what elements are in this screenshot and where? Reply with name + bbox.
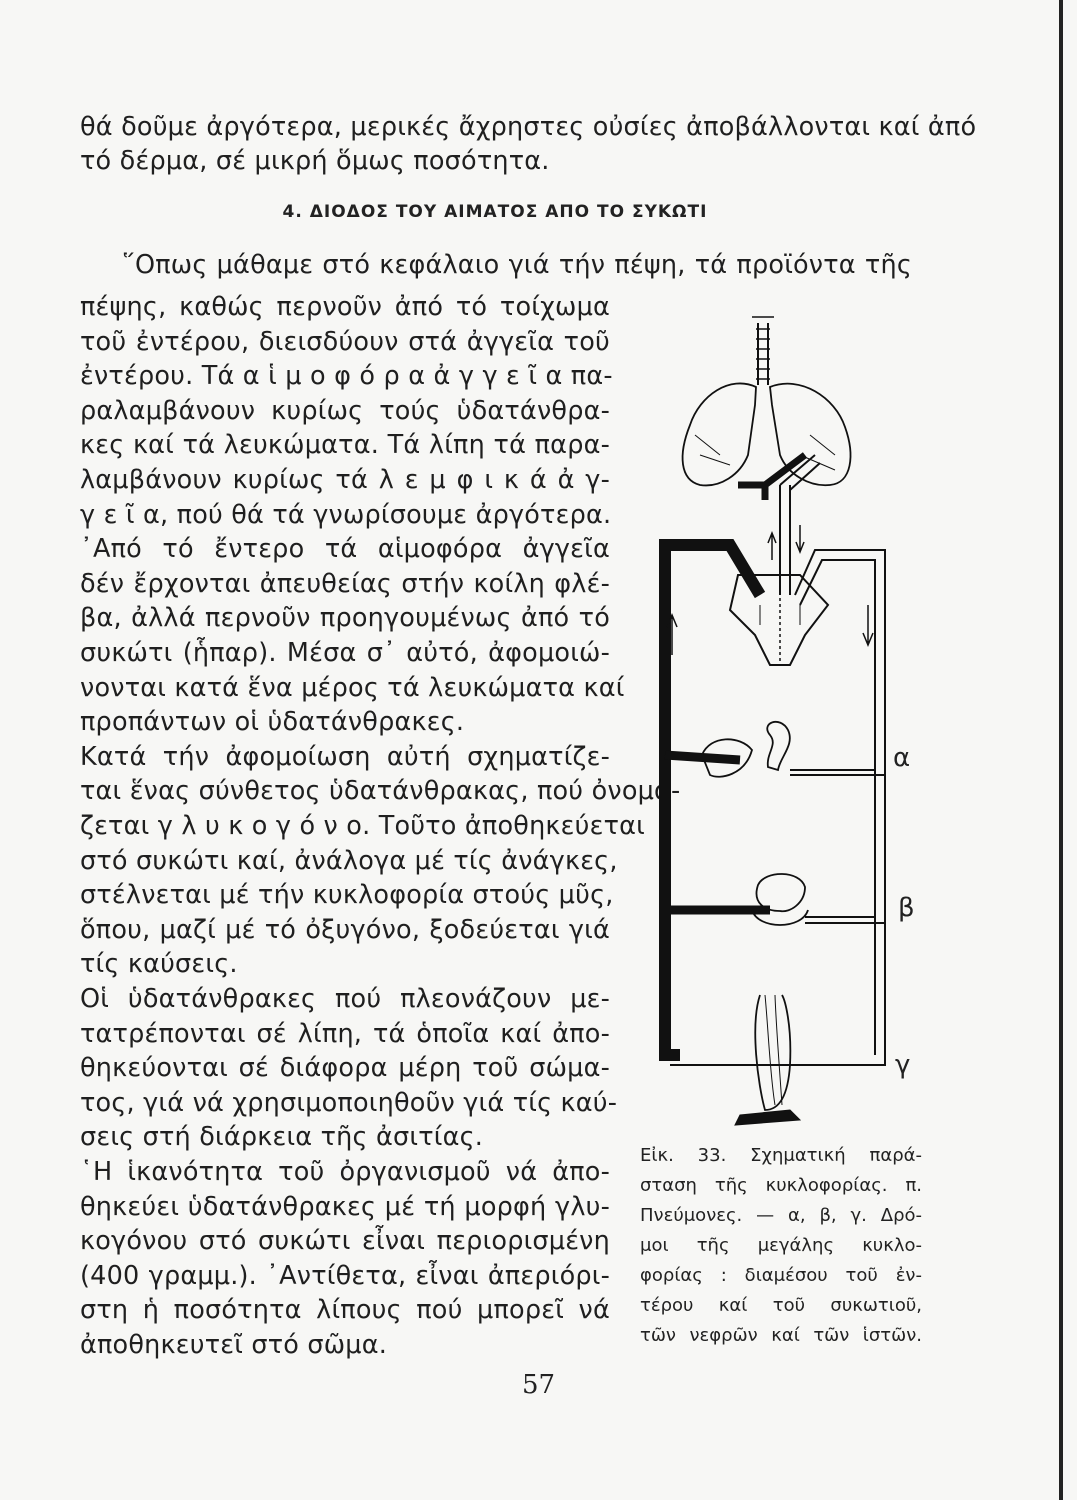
caption-line-5: φορίας : διαμέσου τοῦ ἐν- xyxy=(640,1265,922,1286)
body-line: ραλαμβάνουν κυρίως τούς ὑδατάνθρα- xyxy=(80,395,610,426)
body-line: Κατά τήν ἀφομοίωση αὐτή σχηματίζε- xyxy=(80,741,610,772)
intro-line-2: τό δέρμα, σέ μικρή ὅμως ποσότητα. xyxy=(80,146,550,176)
section-heading: 4. ΔΙΟΔΟΣ ΤΟΥ ΑΙΜΑΤΟΣ ΑΠΟ ΤΟ ΣΥΚΩΤΙ xyxy=(282,202,708,222)
page-edge-line xyxy=(1059,0,1063,1500)
body-line: τος, γιά νά χρησιμοποιηθοῦν γιά τίς καύ- xyxy=(80,1087,618,1118)
left-blood-path xyxy=(665,545,760,1055)
body-line: γ ε ῖ α, πού θά τά γνωρίσουμε ἀργότερα. xyxy=(80,499,612,530)
body-line: προπάντων οἱ ὑδατάνθρακες. xyxy=(80,707,465,738)
caption-line-3: Πνεύμονες. — α, β, γ. Δρό- xyxy=(640,1205,922,1226)
body-line: νονται κατά ἕνα μέρος τά λευκώματα καί xyxy=(80,672,625,703)
body-line: ται ἕνας σύνθετος ὑδατάνθρακας, πού ὀνομά- xyxy=(80,776,681,807)
label-beta: β xyxy=(898,893,915,923)
trachea xyxy=(758,323,768,385)
body-line: σεις στή διάρκεια τῆς ἀσιτίας. xyxy=(80,1122,484,1153)
caption-line-1: Εἰκ. 33. Σχηματική παρά- xyxy=(640,1145,922,1166)
body-line: στέλνεται μέ τήν κυκλοφορία στούς μῦς, xyxy=(80,880,614,911)
intro-line-1: θά δοῦμε ἀργότερα, μερικές ἄχρηστες οὐσίες ἀποβάλλονται καί ἀπό xyxy=(80,112,977,142)
body-line: στη ἡ ποσότητα λίπους πού μπορεῖ νά xyxy=(80,1295,610,1326)
body-line: τοῦ ἐντέρου, διεισδύουν στά ἀγγεῖα τοῦ xyxy=(80,326,610,357)
body-line: τίς καύσεις. xyxy=(80,949,238,980)
body-line: στό συκώτι καί, ἀνάλογα μέ τίς ἀνάγκες, xyxy=(80,845,618,876)
body-line: θηκεύει ὑδατάνθρακες μέ τή μορφή γλυ- xyxy=(80,1191,610,1222)
body-line: πέψης, καθώς περνοῦν ἀπό τό τοίχωμα xyxy=(80,292,610,322)
lung-left xyxy=(683,383,756,485)
body-line: ἐντέρου. Τά α ἱ μ ο φ ό ρ α ἀ γ γ ε ῖ α πα- xyxy=(80,361,613,392)
body-line: δέν ἔρχονται ἀπευθείας στήν κοίλη φλέ- xyxy=(80,568,610,599)
paragraph-first-line: ῞Οπως μάθαμε στό κεφάλαιο γιά τήν πέψη, τά προϊόντα τῆς xyxy=(122,250,912,280)
body-line: (400 γραμμ.). ᾿Αντίθετα, εἶναι ἀπεριόρι- xyxy=(80,1260,610,1291)
body-line: Οἱ ὑδατάνθρακες πού πλεονάζουν με- xyxy=(80,984,610,1014)
intestine-organ xyxy=(767,722,790,770)
page-number: 57 xyxy=(521,1370,556,1400)
body-line: κογόνου στό συκώτι εἶναι περιορισμένη xyxy=(80,1226,610,1257)
label-gamma: γ xyxy=(895,1050,911,1080)
body-line: συκώτι (ἧπαρ). Μέσα σ᾿ αὐτό, ἀφομοιώ- xyxy=(80,638,610,668)
caption-line-2: σταση τῆς κυκλοφορίας. π. xyxy=(640,1175,922,1196)
body-line: ὅπου, μαζί μέ τό ὀξυγόνο, ξοδεύεται γιά xyxy=(80,914,610,945)
body-line: κες καί τά λευκώματα. Τά λίπη τά παρα- xyxy=(80,430,610,461)
body-line: ζεται γ λ υ κ ο γ ό ν ο. Τοῦτο ἀποθηκεύεται xyxy=(80,811,645,841)
caption-line-6: τέρου καί τοῦ συκωτιοῦ, xyxy=(640,1295,922,1316)
body-line: τατρέπονται σέ λίπη, τά ὁποῖα καί ἀπο- xyxy=(80,1018,610,1049)
body-line: ᾿Από τό ἔντερο τά αἱμοφόρα ἀγγεῖα xyxy=(80,534,610,565)
body-line: ῾Η ἱκανότητα τοῦ ὀργανισμοῦ νά ἀπο- xyxy=(80,1157,610,1187)
label-alpha: α xyxy=(893,743,911,773)
body-line: ἀποθηκευτεῖ στό σῶμα. xyxy=(80,1330,388,1360)
body-line: βα, ἀλλά περνοῦν προηγουμένως ἀπό τό xyxy=(80,603,610,634)
right-blood-path xyxy=(670,550,885,1065)
body-line: θηκεύονται σέ διάφορα μέρη τοῦ σώμα- xyxy=(80,1053,610,1084)
caption-line-7: τῶν νεφρῶν καί τῶν ἱστῶν. xyxy=(640,1325,922,1346)
circulation-diagram xyxy=(640,305,940,1130)
body-line: λαμβάνουν κυρίως τά λ ε μ φ ι κ ά ἀ γ- xyxy=(80,465,610,495)
caption-line-4: μοι τῆς μεγάλης κυκλο- xyxy=(640,1235,922,1256)
